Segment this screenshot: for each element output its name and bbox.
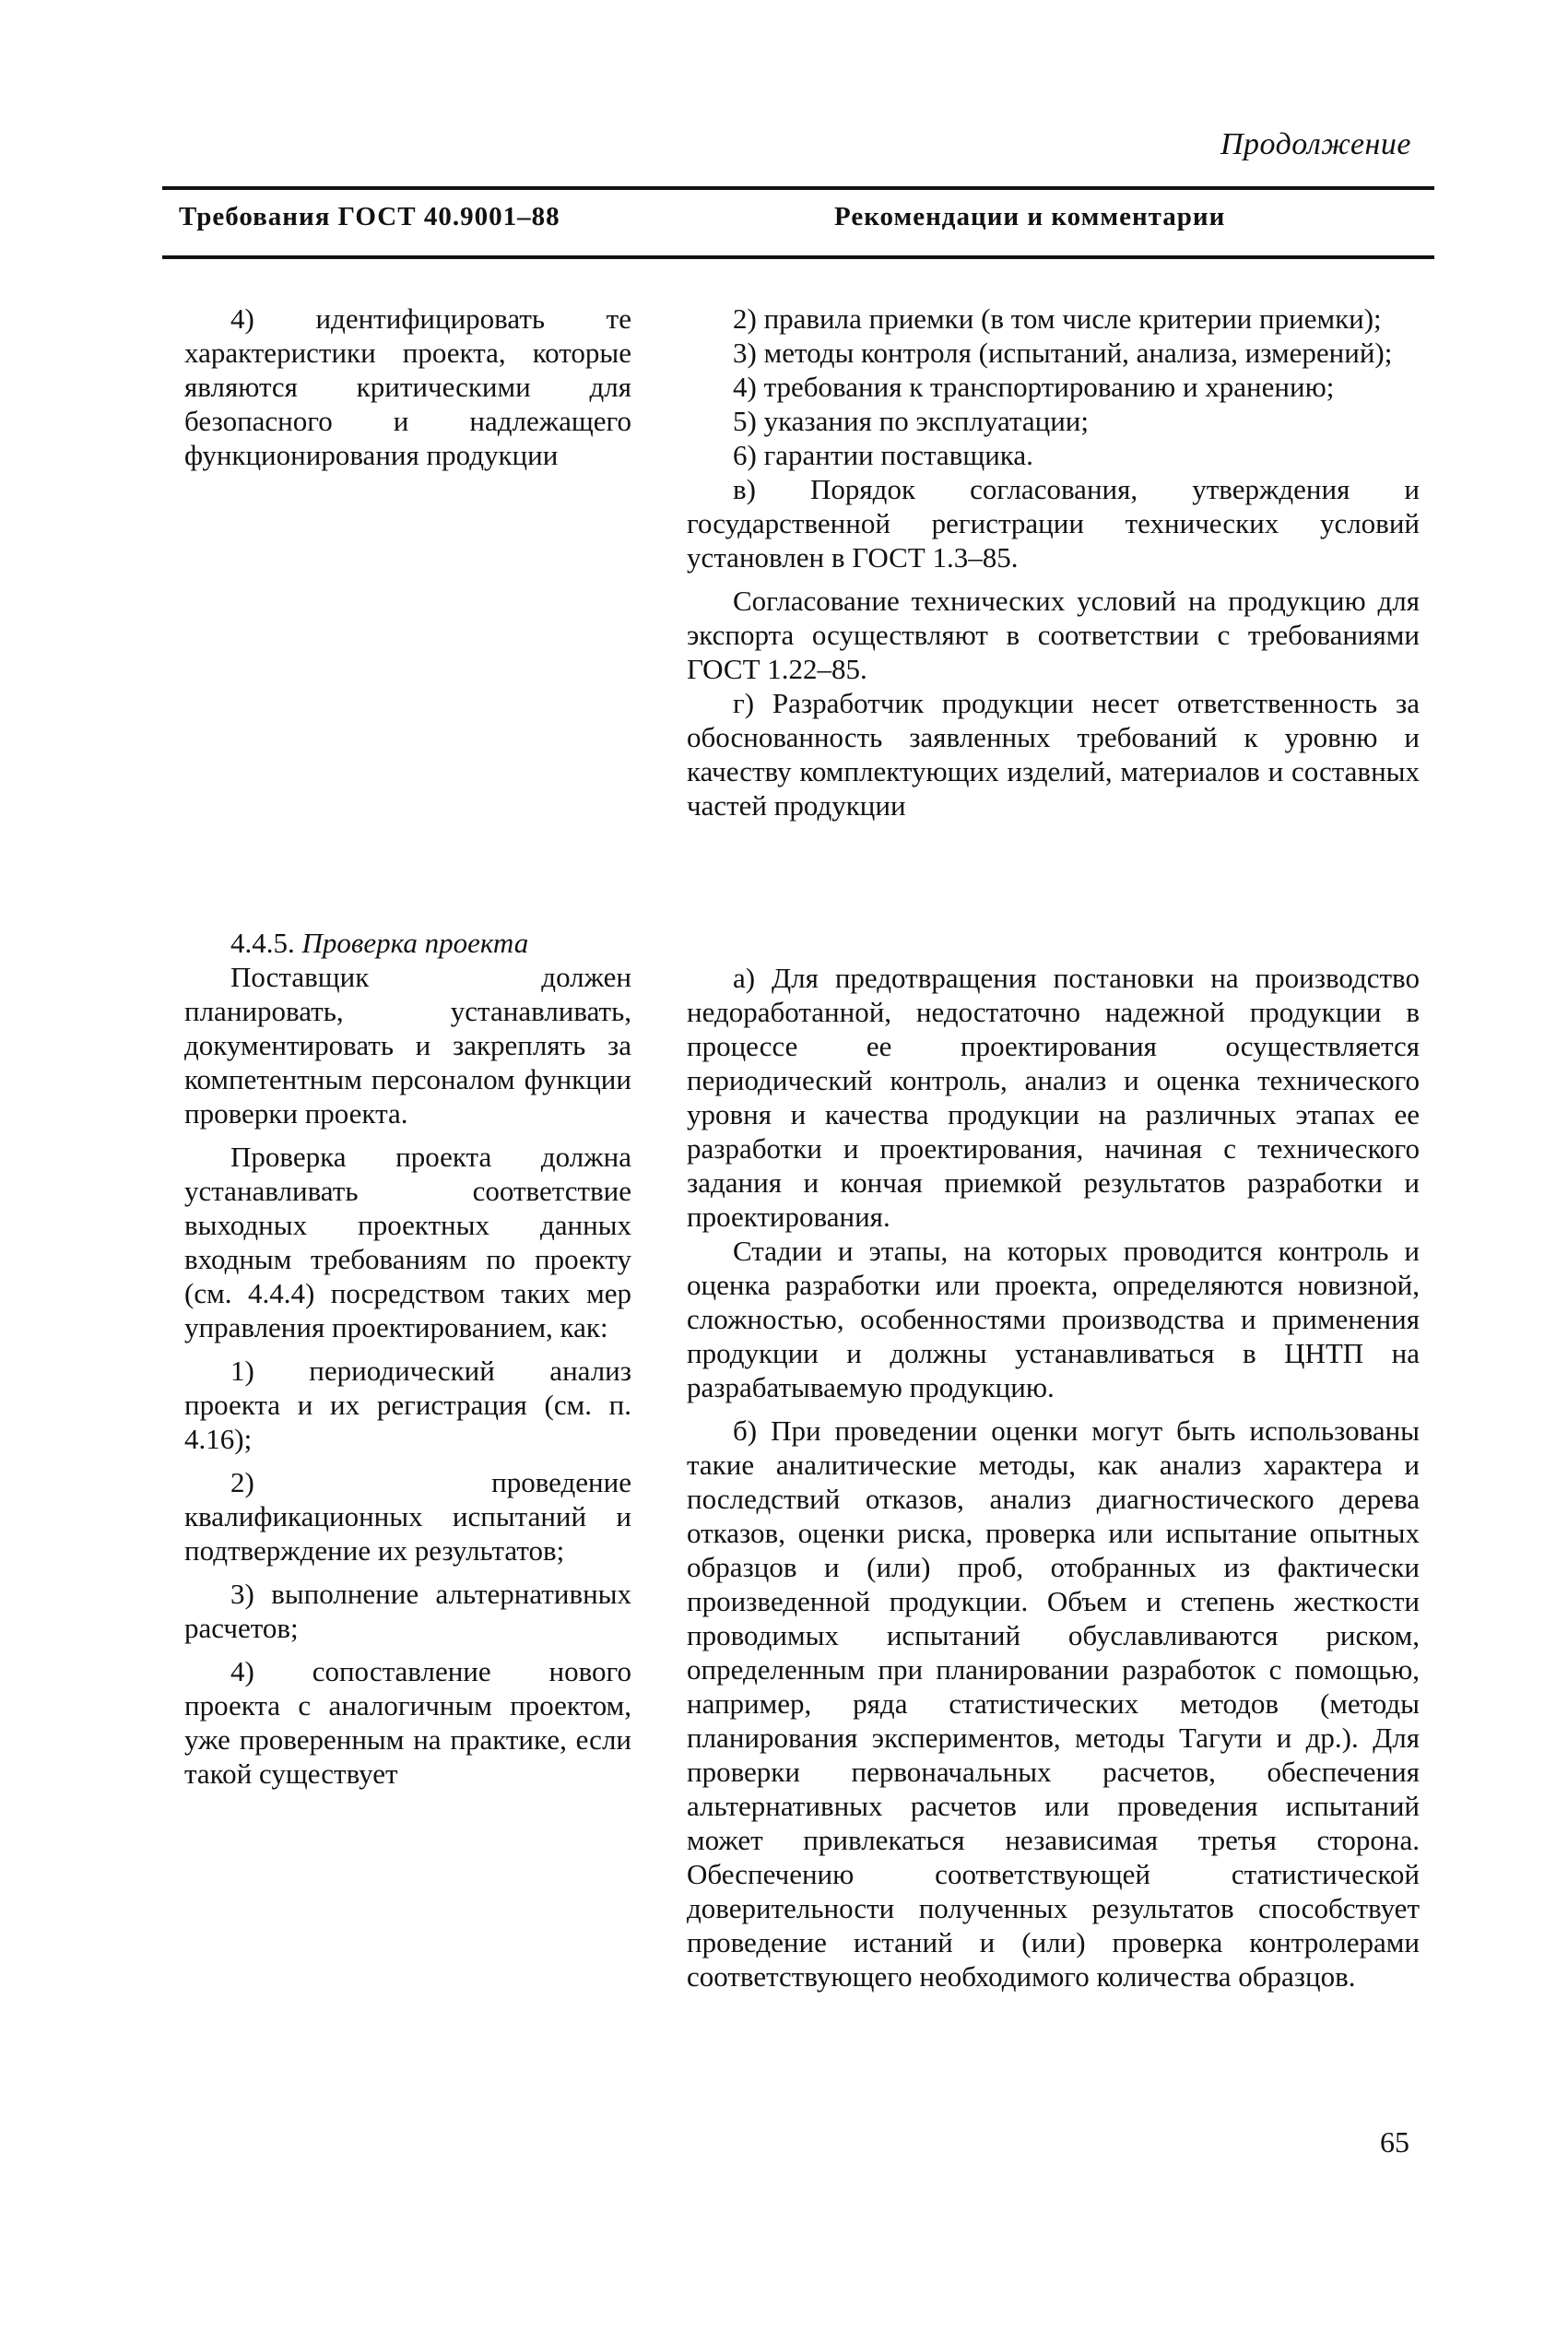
section-title: Проверка проекта xyxy=(301,927,529,959)
right-top-para-6: в) Порядок согласования, утверждения и государственной регистрации технических условий установлен в ГОСТ 1.3–85. xyxy=(687,473,1420,574)
section-heading xyxy=(184,926,631,960)
right-bottom-para-1: а) Для предотвращения постановки на производство недоработанной, недостаточно надежной продукции в процессе ее проектирования осуществляется периодический контроль, анализ и оценка технического уровня и качества продукции на различных этапах ее разработки и проектирования, начиная с технического задания и кончая приемкой результатов разработки и проектирования. xyxy=(687,962,1420,1233)
left-list-item-2: 2) проведение квалификационных испытаний и подтверждение их результатов; xyxy=(184,1466,631,1567)
left-item-4: 4) идентифицировать те характеристики проекта, которые являются критическими для безопасного и надлежащего функционирования продукции xyxy=(184,302,631,471)
left-para-2: Проверка проекта должна устанавливать соответствие выходных проектных данных входным требованиям по проекту (см. 4.4.4) посредством таких мер управления проектированием, как: xyxy=(184,1141,631,1343)
continuation-label: Продолжение xyxy=(1220,127,1411,161)
header-right-title: Рекомендации и комментарии xyxy=(834,202,1226,231)
right-top-para-5: 6) гарантии поставщика. xyxy=(733,439,1033,471)
header-rule-top xyxy=(162,186,1434,190)
right-top-para-2: 3) методы контроля (испытаний, анализа, измерений); xyxy=(733,337,1393,369)
right-bottom-para-3: б) При проведении оценки могут быть использованы такие аналитические методы, как анализ характера и последствий отказов, анализ диагностического дерева отказов, оценки риска, проверка или испытание опытных образцов и (или) проб, отобранных из фактически произведенной продукции. Объем и степень жесткости проводимых испытаний обуславливаются риском, определенным при планировании разработок с помощью, например, ряда статистических методов (методы планирования экспериментов, методы Тагути и др.). Для проверки первоначальных расчетов, обеспечения альтернативных расчетов или проведения испытаний может привлекаться независимая третья сторона. Обеспечению соответствующей статистической доверительности полученных результатов способствует проведение истаний и (или) проверка контролерами соответствующего необходимого количества образцов. xyxy=(687,1414,1420,1993)
right-top-para-3: 4) требования к транспортированию и хранению; xyxy=(733,371,1335,403)
left-list-item-4: 4) сопоставление нового проекта с аналогичным проектом, уже проверенным на практике, если такой существует xyxy=(184,1655,631,1790)
left-column-section xyxy=(184,926,631,1791)
section-number: 4.4.5. xyxy=(230,927,295,959)
header-rule-bottom xyxy=(162,255,1434,259)
right-column-top xyxy=(687,302,1420,822)
right-top-para-8: г) Разработчик продукции несет ответственность за обоснованность заявленных требований к уровню и качеству комплектующих изделий, материалов и составных частей продукции xyxy=(687,687,1420,822)
page-number: 65 xyxy=(1380,2125,1409,2159)
right-top-para-7: Согласование технических условий на продукцию для экспорта осуществляют в соответствии с требованиями ГОСТ 1.22–85. xyxy=(687,585,1420,685)
right-top-para-1: 2) правила приемки (в том числе критерии приемки); xyxy=(733,302,1382,335)
right-bottom-para-2: Стадии и этапы, на которых проводится контроль и оценка разработки или проекта, определяются новизной, сложностью, особенностями производства и применения продукции и должны устанавливаться в ЦНТП на разрабатываемую продукцию. xyxy=(687,1235,1420,1403)
right-top-para-4: 5) указания по эксплуатации; xyxy=(733,405,1089,437)
left-list-item-1: 1) периодический анализ проекта и их регистрация (см. п. 4.16); xyxy=(184,1355,631,1455)
right-column-bottom xyxy=(687,961,1420,1994)
left-column-top xyxy=(184,302,631,472)
left-list-item-3: 3) выполнение альтернативных расчетов; xyxy=(184,1578,631,1644)
left-para-1: Поставщик должен планировать, устанавливать, документировать и закреплять за компетентным персоналом функции проверки проекта. xyxy=(184,961,631,1130)
header-left-title: Требования ГОСТ 40.9001–88 xyxy=(179,202,560,231)
